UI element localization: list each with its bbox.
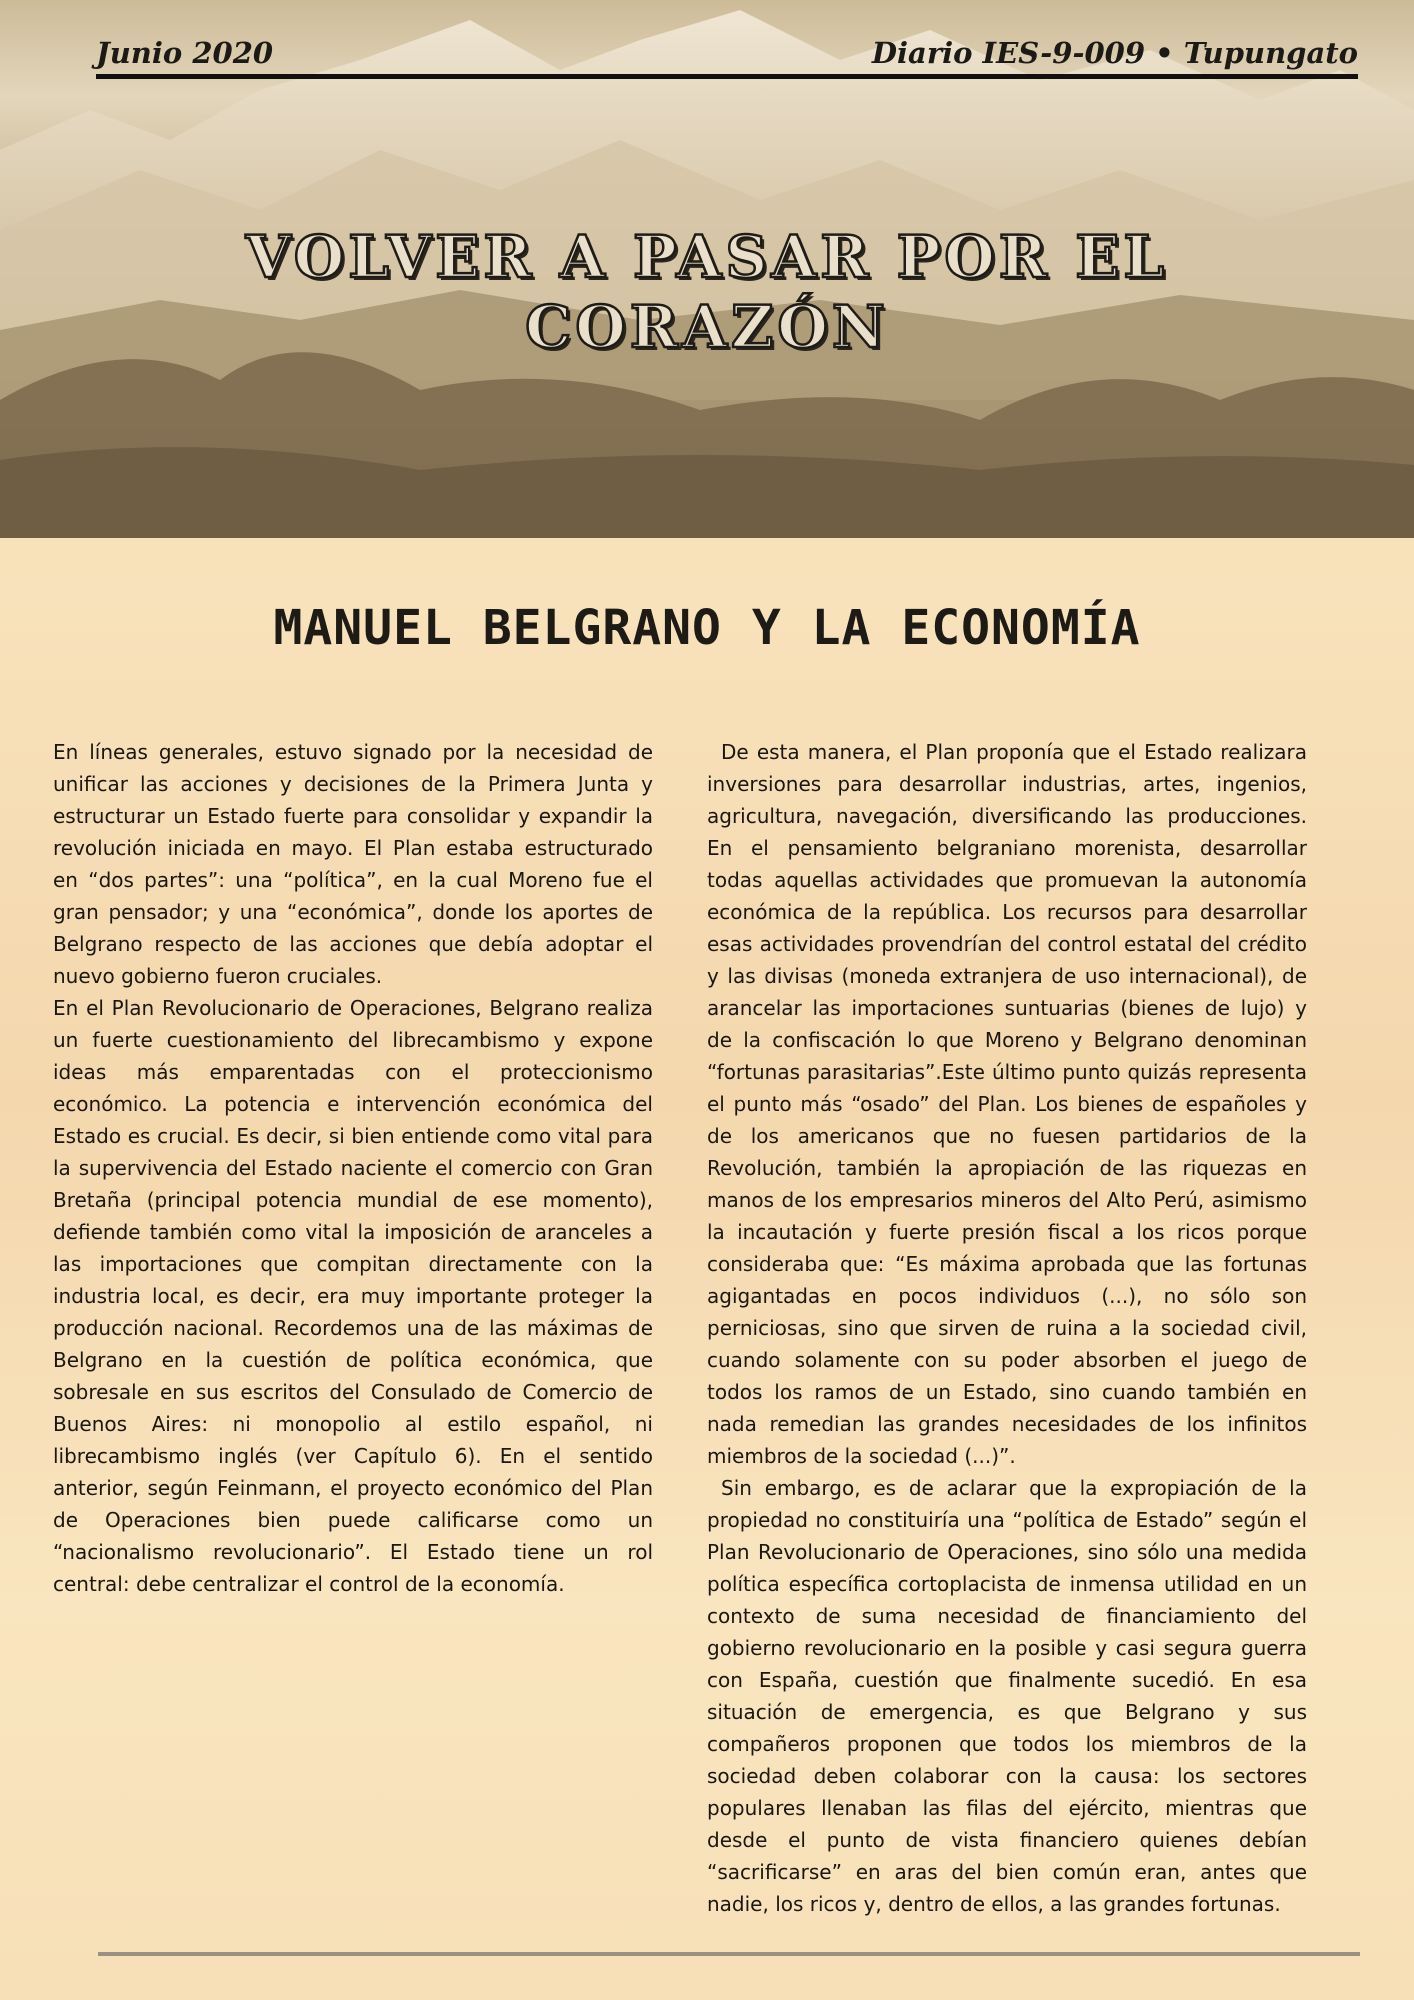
article-title: MANUEL BELGRANO Y LA ECONOMÍA [273, 600, 1141, 656]
headline-line-2: CORAZÓN [525, 293, 889, 361]
hero-banner [0, 0, 1414, 538]
paragraph: Sin embargo, es de aclarar que la expropiación de la propiedad no constituiría una “política de Estado” según el Plan Revolucionario de Operaciones, sino sólo una medida política específica cortoplacista de inmensa utilidad en un contexto de suma necesidad de financiamiento del gobierno revolucionario en la posible y casi segura guerra con España, cuestión que finalmente sucedió. En esa situación de emergencia, es que Belgrano y sus compañeros proponen que todos los miembros de la sociedad deben colaborar con la causa: los sectores populares llenaban las filas del ejército, mientras que desde el punto de vista financiero quienes debían “sacrificarse” en aras del bien común eran, antes que nadie, los ricos y, dentro de ellos, a las grandes fortunas. [707, 1476, 1307, 1916]
paragraph: En el Plan Revolucionario de Operaciones, Belgrano realiza un fuerte cuestionamiento del librecambismo y expone ideas más emparentadas con el proteccionismo económico. La potencia e intervención económica del Estado es crucial. Es decir, si bien entiende como vital para la supervivencia del Estado naciente el comercio con Gran Bretaña (principal potencia mundial de ese momento), defiende también como vital la imposición de aranceles a las importaciones que compitan directamente con la industria local, es decir, era muy importante proteger la producción nacional. Recordemos una de las máximas de Belgrano en la cuestión de política económica, que sobresale en sus escritos del Consulado de Comercio de Buenos Aires: ni monopolio al estilo español, ni librecambismo inglés (ver Capítulo 6). En el sentido anterior, según Feinmann, el proyecto económico del Plan de Operaciones bien puede calificarse como un “nacionalismo revolucionario”. El Estado tiene un rol central: debe centralizar el control de la economía. [53, 996, 653, 1596]
article-left-column [53, 736, 653, 1600]
paragraph: De esta manera, el Plan proponía que el Estado realizara inversiones para desarrollar industrias, artes, ingenios, agricultura, navegación, diversificando las producciones. En el pensamiento belgraniano morenista, desarrollar todas aquellas actividades que promuevan la autonomía económica de la república. Los recursos para desarrollar esas actividades provendrían del control estatal del crédito y las divisas (moneda extranjera de uso internacional), de arancelar las importaciones suntuarias (bienes de lujo) y de la confiscación lo que Moreno y Belgrano denominan “fortunas parasitarias”.Este último punto quizás representa el punto más “osado” del Plan. Los bienes de españoles y de los americanos que no fuesen partidarios de la Revolución, también la apropiación de las riquezas en manos de los empresarios mineros del Alto Perú, asimismo la incautación y fuerte presión fiscal a los ricos porque consideraba que: “Es máxima aprobada que las fortunas agigantadas en pocos individuos (...), no sólo son perniciosas, sino que sirven de ruina a la sociedad civil, cuando solamente con su poder absorben el juego de todos los ramos de un Estado, sino cuando también en nada remedian las grandes necesidades de los infinitos miembros de la sociedad (...)”. [707, 740, 1307, 1468]
paragraph: En líneas generales, estuvo signado por la necesidad de unificar las acciones y decisiones de la Primera Junta y estructurar un Estado fuerte para consolidar y expandir la revolución iniciada en mayo. El Plan estaba estructurado en “dos partes”: una “política”, en la cual Moreno fue el gran pensador; y una “económica”, donde los aportes de Belgrano respecto de las acciones que debía adoptar el nuevo gobierno fueron cruciales. [53, 740, 653, 988]
issue-date: Junio 2020 [96, 36, 274, 70]
article-right-column [707, 736, 1307, 1920]
masthead [96, 36, 1358, 76]
newspaper-name: Diario IES-9-009 • Tupungato [871, 36, 1358, 70]
footer-rule [98, 1952, 1360, 1956]
headline-line-1: VOLVER A PASAR POR EL [245, 223, 1169, 291]
headline [40, 222, 1374, 362]
masthead-rule [96, 74, 1358, 79]
